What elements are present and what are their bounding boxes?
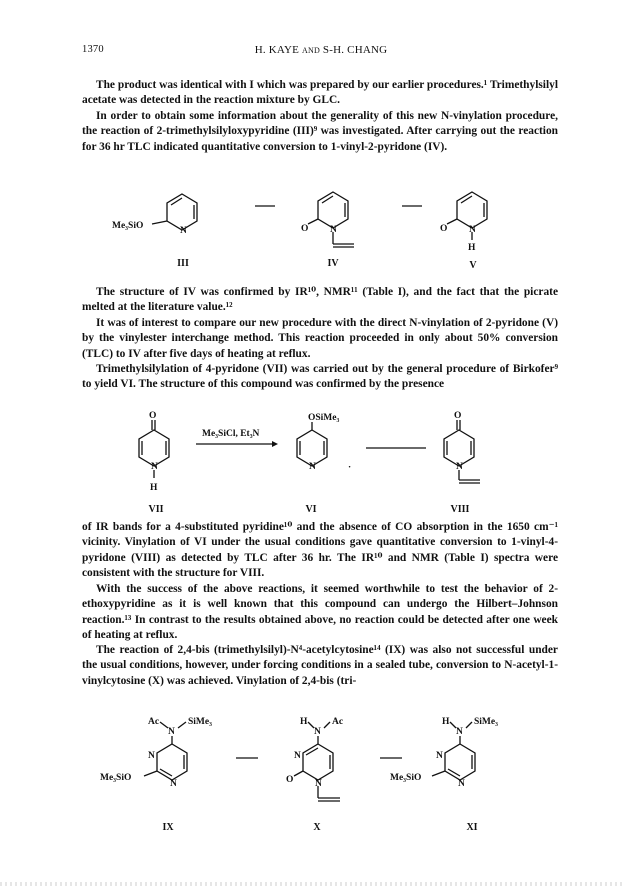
atom-me3sio: Me₃SiO bbox=[112, 221, 144, 231]
structure-XI bbox=[390, 717, 498, 789]
atom-n: N bbox=[469, 225, 476, 235]
atom-o: O bbox=[286, 775, 294, 785]
compound-label-VI: VI bbox=[305, 504, 317, 515]
structure-IV bbox=[301, 192, 354, 247]
paragraph-7: With the success of the above reactions, it seemed worthwhile to test the behavior of 2-ethoxypyridine as it is well known that this compound can undergo the Hilbert–Johnson reaction.¹³ In contrast to the results obtained above, no reaction could be detected after one week of heating at reflux. bbox=[82, 583, 558, 642]
compound-label-VIII: VIII bbox=[450, 504, 470, 515]
compound-label-VII: VII bbox=[148, 504, 164, 515]
running-authors: H. KAYE and S-H. CHANG bbox=[254, 44, 388, 56]
atom-ac: Ac bbox=[332, 717, 344, 727]
arrow-head bbox=[272, 441, 278, 447]
structure-VIII bbox=[444, 411, 480, 483]
compound-label-III: III bbox=[177, 258, 189, 269]
dot: · bbox=[348, 463, 352, 473]
atom-o: O bbox=[454, 411, 462, 421]
compound-label-XI: XI bbox=[466, 822, 478, 833]
scan-artifact-strip bbox=[0, 882, 624, 886]
structure-VII bbox=[139, 411, 169, 493]
structure-V bbox=[440, 192, 487, 253]
atom-sime3: SiMe₃ bbox=[188, 717, 212, 727]
paragraph-2: In order to obtain some information about the generality of this new N-vinylation procedure, the reaction of 2-trimethylsilyloxypyridine (III)⁹ was investigated. After carrying out the reaction for 36 hr TLC indicated quantitative conversion to 1-vinyl-2-pyridone (IV). bbox=[82, 110, 558, 153]
atom-n: N bbox=[151, 462, 158, 472]
atom-n: N bbox=[148, 751, 155, 761]
paragraph-4: It was of interest to compare our new procedure with the direct N-vinylation of 2-pyridone (V) by the vinylester interchange method. This reaction proceeded in only about 50% conversion (TLC) to IV after five days of heating at reflux. bbox=[82, 317, 558, 360]
running-header bbox=[82, 44, 560, 60]
atom-o: O bbox=[301, 224, 309, 234]
paragraph-3: The structure of IV was confirmed by IR¹⁰, NMR¹¹ (Table I), and the fact that the picrate melted at the literature value.¹² bbox=[82, 286, 558, 314]
atom-n: N bbox=[456, 727, 463, 737]
atom-n: N bbox=[294, 751, 301, 761]
atom-o: O bbox=[149, 411, 157, 421]
compound-label-IV: IV bbox=[327, 258, 339, 269]
compound-label-X: X bbox=[313, 822, 321, 833]
paragraph-1: The product was identical with I which was prepared by our earlier procedures.¹ Trimethylsilyl acetate was detected in the reaction mixture by GLC. bbox=[82, 79, 558, 107]
structure-VI bbox=[297, 413, 351, 473]
reagent-label: Me₃SiCl, Et₃N bbox=[202, 429, 260, 439]
compound-label-V: V bbox=[469, 260, 477, 271]
atom-sime3: SiMe₃ bbox=[474, 717, 498, 727]
atom-n: N bbox=[180, 226, 187, 236]
compound-label-IX: IX bbox=[162, 822, 174, 833]
atom-n: N bbox=[314, 727, 321, 737]
paragraph-8: The reaction of 2,4-bis (trimethylsilyl)-N⁴-acetylcytosine¹⁴ (IX) was also not successful under the usual conditions, however, under forcing conditions in a sealed tube, conversion to N-acetyl-1-vinylcytosine (X) was achieved. Vinylation of 2,4-bis (tri- bbox=[82, 644, 558, 687]
page-number: 1370 bbox=[82, 44, 104, 55]
atom-me3sio: Me₃SiO bbox=[100, 773, 132, 783]
atom-h: H bbox=[150, 483, 158, 493]
atom-n: N bbox=[309, 462, 316, 472]
atom-h: H bbox=[300, 717, 308, 727]
atom-h: H bbox=[442, 717, 450, 727]
atom-n: N bbox=[168, 727, 175, 737]
scheme-2 bbox=[120, 408, 520, 504]
atom-o: O bbox=[440, 224, 448, 234]
atom-n: N bbox=[330, 225, 337, 235]
atom-ac: Ac bbox=[148, 717, 160, 727]
atom-osime3: OSiMe₃ bbox=[308, 413, 340, 423]
paragraph-6: of IR bands for a 4-substituted pyridine¹⁰ and the absence of CO absorption in the 1650 cm⁻¹ vicinity. Vinylation of VI under the usual conditions gave quantitative conversion to 1-vinyl-4-pyridone (VIII) as detected by TLC after 36 hr. The IR¹⁰ and NMR (Table I) spectra were consistent with the structure for VIII. bbox=[82, 521, 558, 580]
atom-n: N bbox=[456, 462, 463, 472]
atom-me3sio: Me₃SiO bbox=[390, 773, 422, 783]
atom-h: H bbox=[468, 243, 476, 253]
paragraph-5: Trimethylsilylation of 4-pyridone (VII) was carried out by the general procedure of Birkofer⁹ to yield VI. The structure of this compound was confirmed by the presence bbox=[82, 363, 558, 391]
atom-n: N bbox=[170, 779, 177, 789]
scheme-3 bbox=[100, 712, 530, 820]
structure-X bbox=[286, 717, 343, 801]
atom-n: N bbox=[458, 779, 465, 789]
atom-n: N bbox=[315, 779, 322, 789]
structure-IX bbox=[100, 717, 212, 789]
atom-n: N bbox=[436, 751, 443, 761]
structure-III bbox=[112, 194, 197, 236]
